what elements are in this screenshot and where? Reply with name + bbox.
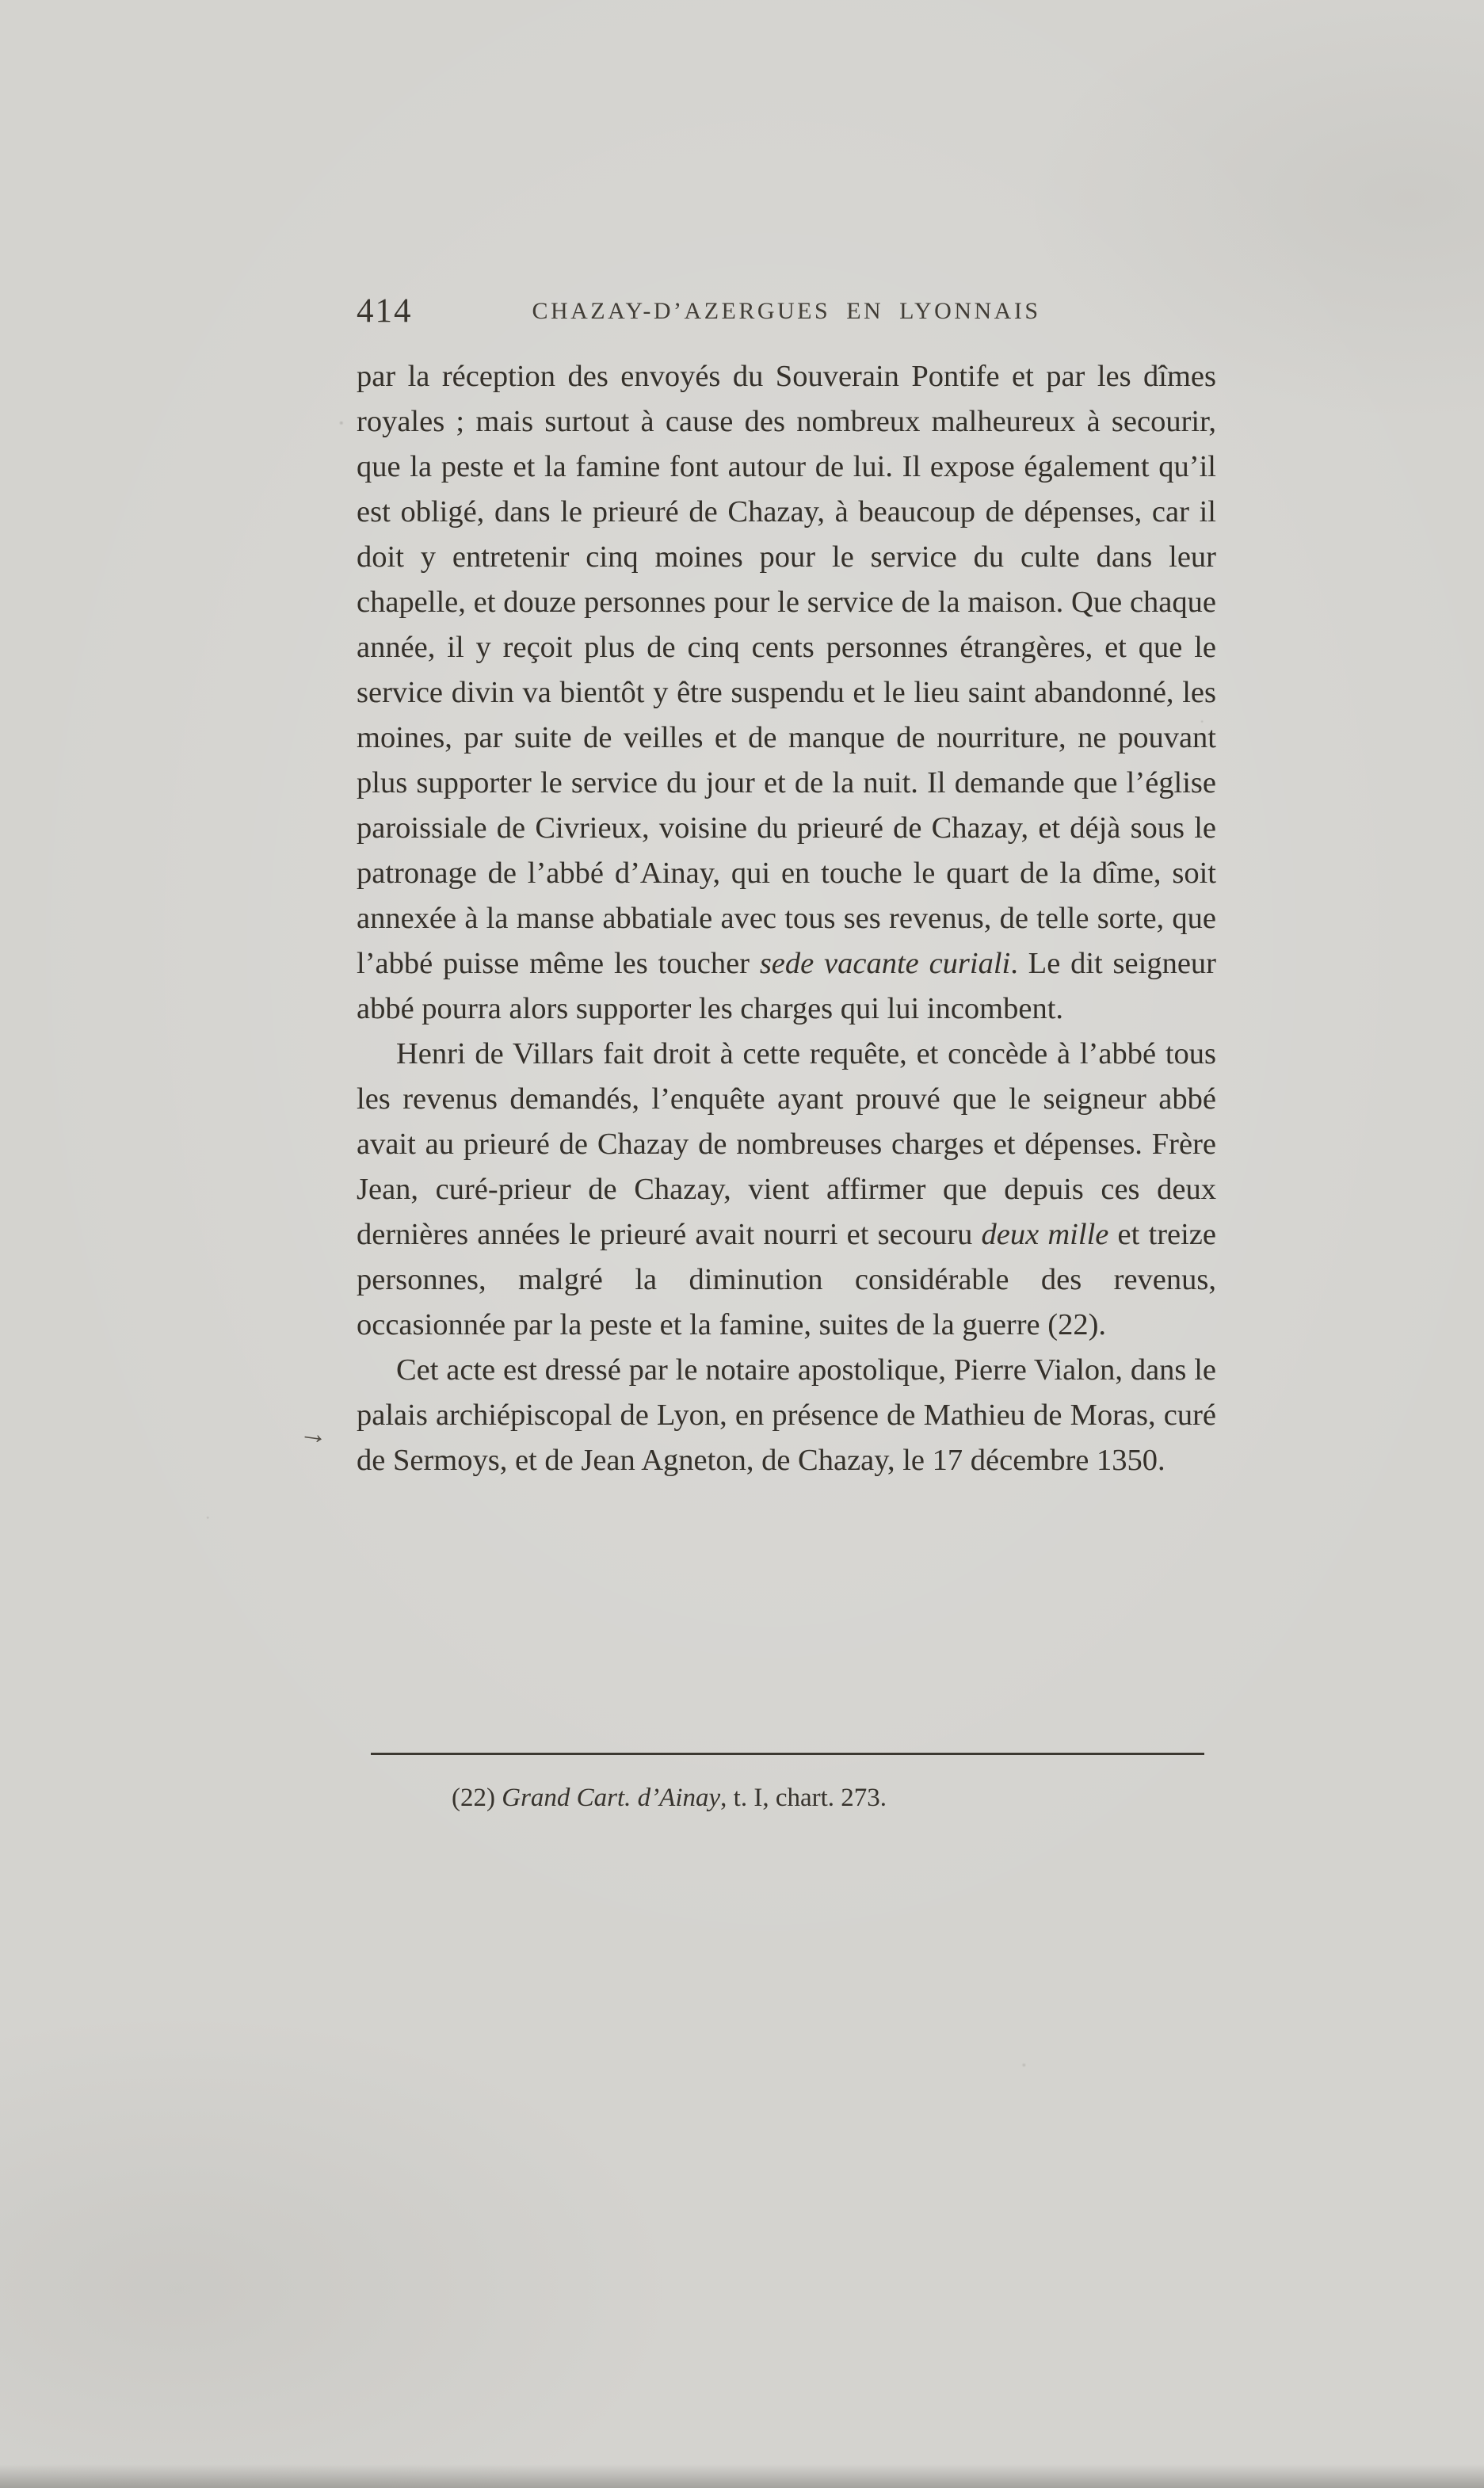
paragraph: [357, 354, 1216, 1032]
text-segment-italic: deux mille: [981, 1218, 1109, 1251]
margin-arrow-mark: →: [297, 1415, 330, 1452]
footnote-reference: , t. I, chart. 273.: [720, 1784, 887, 1812]
text-segment: . Le dit seigneur abbé pourra alors supporter les charges qui lui incombent.: [357, 947, 1216, 1025]
paragraph: [357, 1032, 1216, 1348]
footnote: [357, 1780, 1216, 1816]
running-title: CHAZAY-D’AZERGUES EN LYONNAIS: [532, 298, 1041, 324]
text-segment-italic: sede vacante curiali: [759, 947, 1011, 980]
footnote-separator: [371, 1753, 1204, 1755]
footnote-number: (22): [452, 1784, 502, 1812]
text-block: [357, 354, 1216, 1483]
paragraph: [357, 1348, 1216, 1483]
text-segment: par la réception des envoyés du Souverain Pontife et par les dîmes royales ; mais surtout à cause des nombreux malheureux à secourir, que la peste et la famine font autour de lui. Il expose également qu’il est obligé, dans le prieuré de Chazay, à beaucoup de dépenses, car il doit y entretenir cinq moines pour le service du culte dans leur chapelle, et douze personnes pour le service de la maison. Que chaque année, il y reçoit plus de cinq cents personnes étrangères, et que le service divin va bientôt y être suspendu et le lieu saint abandonné, les moines, par suite de veilles et de manque de nourriture, ne pouvant plus supporter le service du jour et de la nuit. Il demande que l’église paroissiale de Civrieux, voisine du prieuré de Chazay, et déjà sous le patronage de l’abbé d’Ainay, qui en touche le quart de la dîme, soit annexée à la manse abbatiale avec tous ses revenus, de telle sorte, que l’abbé puisse même les toucher: [357, 360, 1216, 980]
text-segment: et treize personnes, malgré la diminution considérable des revenus, occasionnée par la peste et la famine, suites de la guerre (22).: [357, 1218, 1216, 1341]
text-segment: Henri de Villars fait droit à cette requête, et concède à l’abbé tous les revenus demandés, l’enquête ayant prouvé que le seigneur abbé avait au prieuré de Chazay de nombreuses charges et dépenses. Frère Jean, curé-prieur de Chazay, vient affirmer que depuis ces deux dernières années le prieuré avait nourri et secouru: [357, 1037, 1216, 1251]
page-header: [357, 292, 1216, 339]
page-number: 414: [357, 292, 413, 330]
text-segment: Cet acte est dressé par le notaire apostolique, Pierre Vialon, dans le palais archiépiscopal de Lyon, en présence de Mathieu de Moras, curé de Sermoys, et de Jean Agneton, de Chazay, le 17 décembre 1350.: [357, 1353, 1216, 1477]
footnote-source-italic: Grand Cart. d’Ainay: [502, 1784, 721, 1812]
